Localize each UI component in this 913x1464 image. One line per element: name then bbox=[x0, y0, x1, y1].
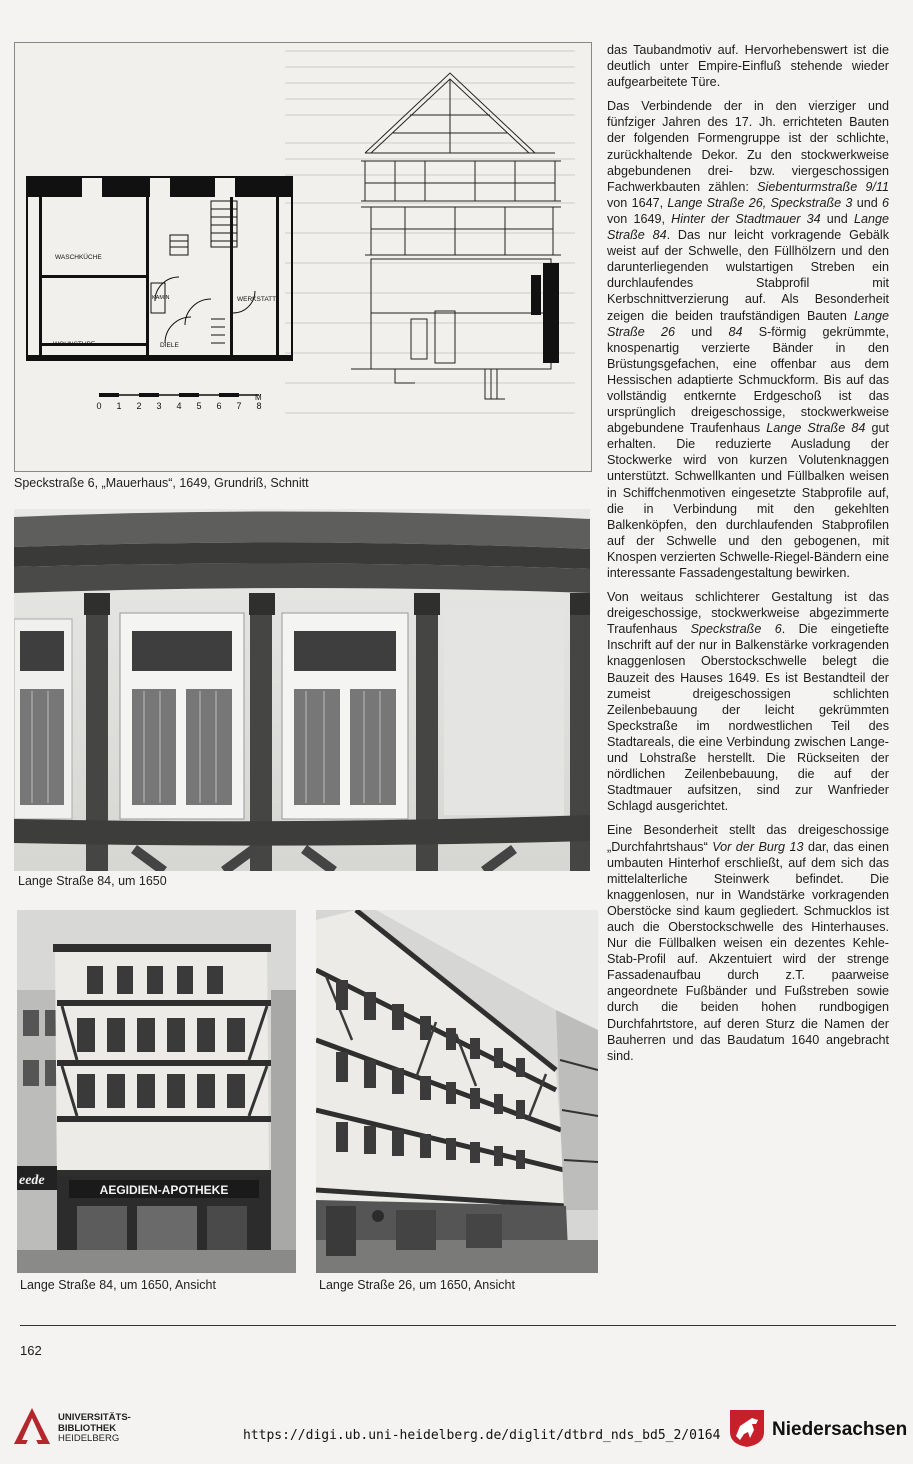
text-emphasis: Hinter der Stadtmauer 34 bbox=[671, 211, 821, 226]
scale-tick-8: 8 bbox=[256, 401, 262, 411]
text-run: Das Verbindende der in den vierziger und fünfziger Jahren des 17. Jh. errichteten Bauten der folgenden Formengruppe ist der schlichte, zurückhaltende Dekor. Zu den stockwerkweise abgebundenen drei- bzw. viergeschossigen Fachwerkbauten zählen: bbox=[607, 99, 889, 194]
figure-view-26 bbox=[316, 910, 598, 1273]
library-name bbox=[58, 1413, 131, 1445]
scale-bar bbox=[96, 393, 262, 411]
page-number: 162 bbox=[20, 1343, 42, 1358]
scale-tick-1: 1 bbox=[116, 401, 122, 411]
footer-rule bbox=[20, 1325, 896, 1326]
library-name-line: UNIVERSITÄTS- bbox=[58, 1412, 131, 1423]
text-run: von 1647, bbox=[607, 195, 668, 210]
library-name-line: HEIDELBERG bbox=[58, 1433, 120, 1444]
text-emphasis: 84 bbox=[728, 324, 743, 339]
caption-view-84: Lange Straße 84, um 1650, Ansicht bbox=[20, 1278, 216, 1292]
scale-unit: M bbox=[255, 393, 262, 402]
photo-lange-strasse-84 bbox=[17, 910, 296, 1273]
text-emphasis: Lange Straße 84 bbox=[766, 421, 866, 436]
room-label-werkstatt: WERKSTATT bbox=[237, 296, 277, 303]
text-run: von 1649, bbox=[607, 211, 672, 226]
scale-tick-6: 6 bbox=[216, 401, 222, 411]
text-emphasis: Lange Straße 26 bbox=[607, 308, 889, 339]
paragraph-3 bbox=[607, 589, 889, 814]
scale-tick-4: 4 bbox=[176, 401, 182, 411]
text-run: und bbox=[852, 195, 882, 210]
facade-detail-photo bbox=[14, 509, 590, 871]
figure-plan-section bbox=[14, 42, 592, 472]
body-text-column bbox=[607, 42, 889, 1072]
text-run: und bbox=[675, 324, 729, 339]
floor-plan-drawing bbox=[15, 43, 591, 471]
text-run: . Das nur leicht vorkragende Gebälk weist auf der Schwelle, den Füllhölzern und den darunterliegenden wulstartigen Streben ein durchlaufendes Stabprofil mit Kerbschnittverzierung auf. Als Besonderheit zeigen die beiden traufständigen Bauten bbox=[607, 228, 889, 323]
caption-plan: Speckstraße 6, „Mauerhaus“, 1649, Grundriß, Schnitt bbox=[14, 476, 309, 490]
scale-tick-3: 3 bbox=[156, 401, 162, 411]
shop-sign: AEGIDIEN-APOTHEKE bbox=[99, 1183, 229, 1197]
heidelberg-library-logo-icon bbox=[8, 1404, 56, 1452]
paragraph-2 bbox=[607, 98, 889, 581]
photo-lange-strasse-26 bbox=[316, 910, 598, 1273]
figure-facade-detail bbox=[14, 509, 590, 871]
paragraph-4 bbox=[607, 822, 889, 1063]
text-run: Eine Besonderheit stellt das dreigeschossige „Durchfahrtshaus“ bbox=[607, 823, 889, 854]
room-label-waschkueche: WASCHKÜCHE bbox=[55, 254, 102, 261]
room-label-kamin: KAMIN bbox=[152, 295, 170, 301]
paragraph-1: das Taubandmotiv auf. Hervorhebenswert ist die deutlich unter Empire-Einfluß stehende wieder aufgearbeitete Türe. bbox=[607, 43, 889, 90]
text-emphasis: Siebenturmstraße 9/11 bbox=[757, 179, 889, 194]
text-run: . Die eingetiefte Inschrift auf der nur in Balkenstärke vorkragenden knaggenlosen Oberstockschwelle belegt die Bauzeit des Hauses 1649. Es ist Bestandteil der zumeist dreigeschossigen schlichten Zeilenbebauung der leicht gekrümmten Speckstraße im nordwestlichen Teil des Stadtareals, die eine Verbindung zwischen Lange- und Lohstraße herstellt. Die Rückseiten der nördlichen Zeilenbebauung, die auf der Stadtmauer aufsitzen, sind zur Wanfrieder Schlagd ausgerichtet. bbox=[607, 622, 889, 814]
section-drawing bbox=[351, 73, 561, 399]
text-emphasis: 6 bbox=[881, 195, 889, 210]
source-url-link[interactable]: https://digi.ub.uni-heidelberg.de/diglit/dtbrd_nds_bd5_2/0164 bbox=[243, 1428, 721, 1443]
niedersachsen-horse-logo-icon bbox=[728, 1408, 766, 1448]
text-emphasis: Lange Straße 26, Speckstraße 3 bbox=[667, 195, 853, 210]
scale-tick-2: 2 bbox=[136, 401, 142, 411]
caption-facade-detail: Lange Straße 84, um 1650 bbox=[18, 874, 167, 888]
text-emphasis: Vor der Burg 13 bbox=[712, 839, 804, 854]
scale-tick-7: 7 bbox=[236, 401, 242, 411]
text-run: gut erhalten. Die reduzierte Ausladung der Stockwerke wird von kurzen Volutenknaggen unterstützt. Schwellkanten und Füllbalken weisen in Schiffchenmotiven eingesetzte Stabprofile auf, die in Verbindung mit den gekehlten Balkenköpfen, den durchlaufenden Stabprofilen auf der Schwelle und den gebogenen, mit Knospen verzierten Schwelle-Riegel-Bändern eine interessante Fassadengestaltung bewirken. bbox=[607, 421, 889, 580]
text-run: Von weitaus schlichterer Gestaltung ist das dreigeschossige, stockwerkweise abgezimmerte Traufenhaus bbox=[607, 590, 889, 637]
shop-sign-left: eede bbox=[19, 1173, 45, 1188]
figure-view-84 bbox=[17, 910, 296, 1273]
text-emphasis: Lange Straße 84 bbox=[607, 211, 889, 243]
niedersachsen-label: Niedersachsen bbox=[772, 1419, 908, 1440]
caption-view-26: Lange Straße 26, um 1650, Ansicht bbox=[319, 1278, 515, 1292]
scale-tick-5: 5 bbox=[196, 401, 202, 411]
scale-tick-0: 0 bbox=[96, 401, 102, 411]
text-run: und bbox=[820, 211, 854, 226]
text-run: dar, das einen umbauten Hinterhof erschließt, auf dem sich das mittelalterliche Steinwerk befindet. Die knaggenlosen, nur in Wandstärke vorkragenden Oberstöcke sind kaum gegliedert. Schmucklos ist auch die Oberstockschwelle des Hinterhauses. Nur die Füllbalken weisen ein dezentes Kehle-Stab-Profil auf. Akzentuiert wird der strenge Fassadenaufbau durch z.T. paarweise angeordnete Fußbänder und Fußstreben sowie durch die beiden hohen rundbogigen Durchfahrtstore, auf deren Sturz die Namen der Bauherren und das Baudatum 1640 angebracht sind. bbox=[607, 839, 889, 1063]
room-label-wohnstube: WOHNSTUBE bbox=[53, 341, 96, 348]
text-emphasis: Speckstraße 6 bbox=[690, 622, 782, 637]
text-run: S-förmig gekrümmte, knospenartig verzierte Bänder in den Brüstungsgefachen, eine offenbar aus dem Hessischen adaptierte Schmuckform. Bis auf das vollständig entkernte Erdgeschoß ist das ursprünglich dreigeschossige, stockwerkweise abgebundene Traufenhaus bbox=[607, 324, 889, 436]
room-label-diele: DIELE bbox=[160, 342, 179, 349]
library-name-line: BIBLIOTHEK bbox=[58, 1422, 117, 1434]
